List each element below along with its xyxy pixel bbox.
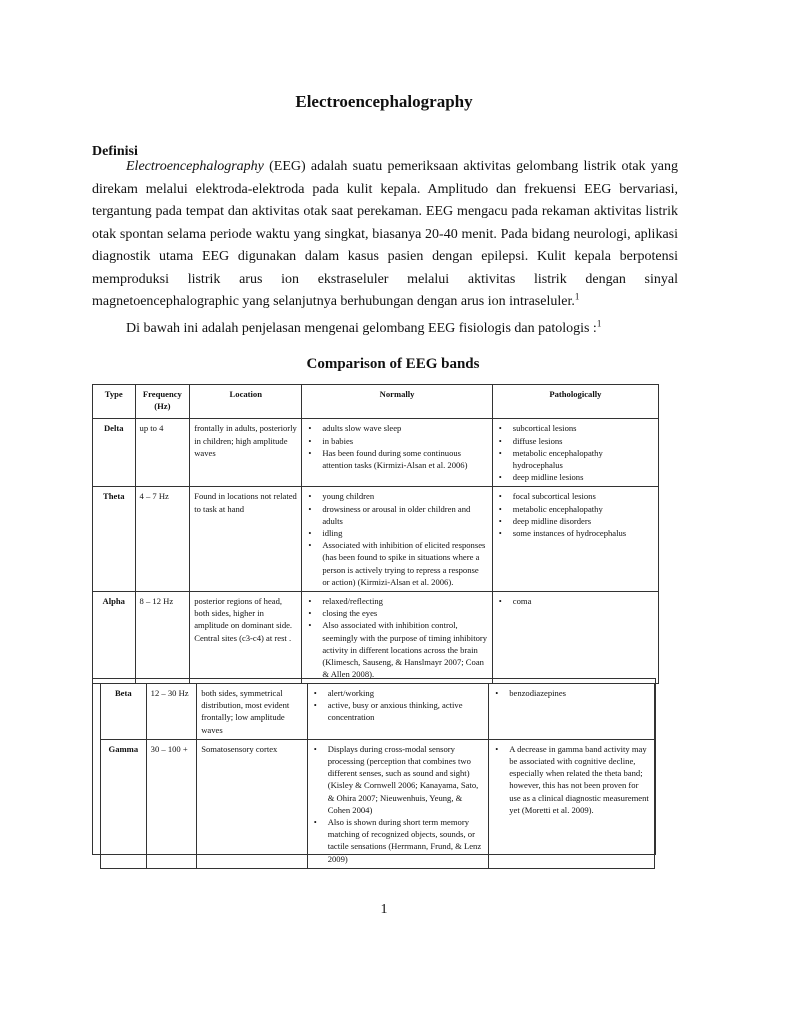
table-row <box>101 684 655 740</box>
frequency-cell: 30 – 100 + <box>146 739 197 868</box>
section-heading: Definisi <box>92 144 138 159</box>
pathologically-list <box>493 687 650 699</box>
table-title: Comparison of EEG bands <box>306 356 480 372</box>
pathologically-cell <box>492 419 658 487</box>
list-item: • in babies <box>306 435 487 447</box>
normally-cell <box>302 419 492 487</box>
list-item: • subcortical lesions <box>497 422 654 434</box>
eeg-bands-table-continued <box>100 683 655 869</box>
pathologically-list <box>497 422 654 483</box>
footnote-ref: 1 <box>596 318 602 329</box>
list-item: • alert/working <box>312 687 485 699</box>
paragraph-body: (EEG) adalah suatu pemeriksaan aktivitas gelombang listrik otak yang direkam melalui elektroda-elektroda pada kulit kepala. Amplitudo dan frekuensi EEG bervariasi, tergantung pada tempat dan aktivitas otak saat perekaman. EEG mengacu pada rekaman aktivitas listrik otak spontan selama periode waktu yang singkat, biasanya 20-40 menit. Pada bidang neurologi, aplikasi diagnostik utama EEG digunakan dalam kasus pasien dengan epilepsi. Kulit kepala berpotensi memproduksi listrik arus ion ekstraseluler melalui aktivitas listrik dengan sinyal magnetoencephalographic yang selanjutnya berhubungan dengan arus ion intraseluler. <box>92 159 678 309</box>
normally-cell <box>302 592 492 684</box>
document-title: Electroencephalography <box>295 92 473 111</box>
paragraph-definition <box>92 156 678 314</box>
band-type-cell: Gamma <box>101 739 147 868</box>
pathologically-cell <box>492 592 658 684</box>
list-item: • young children <box>306 490 487 502</box>
location-cell: frontally in adults, posteriorly in children; high amplitude waves <box>190 419 302 487</box>
band-type-cell: Beta <box>101 684 147 740</box>
list-item: • A decrease in gamma band activity may be associated with cognitive decline, especially when related the theta band; however, this has not been proven for use as a clinical diagnostic measurement yet (Moretti et al. 2009). <box>493 743 650 816</box>
header-frequency: Frequency (Hz) <box>135 385 190 419</box>
list-item: • Also is shown during short term memory matching of recognized objects, sounds, or tactile sensations (Herrmann, Frund, & Lenz 2009) <box>312 816 485 865</box>
table-row <box>93 419 659 487</box>
eeg-bands-table <box>92 384 659 684</box>
pathologically-cell <box>489 739 655 868</box>
normally-list <box>312 687 485 724</box>
table-row <box>101 739 655 868</box>
list-item: • deep midline lesions <box>497 471 654 483</box>
list-item: • Has been found during some continuous attention tasks (Kirmizi-Alsan et al. 2006) <box>306 447 487 471</box>
table-header-row <box>93 385 659 419</box>
normally-cell <box>302 487 492 592</box>
normally-list <box>306 422 487 471</box>
location-cell: posterior regions of head, both sides, higher in amplitude on dominant side. Central sites (c3-c4) at rest . <box>190 592 302 684</box>
list-item: • adults slow wave sleep <box>306 422 487 434</box>
pathologically-cell <box>492 487 658 592</box>
table-row <box>93 487 659 592</box>
location-cell: both sides, symmetrical distribution, most evident frontally; low amplitude waves <box>197 684 308 740</box>
header-location: Location <box>190 385 302 419</box>
list-item: • metabolic encephalopathy <box>497 503 654 515</box>
list-item: • Also associated with inhibition control, seemingly with the purpose of timing inhibitory activity in different locations across the brain (Klimesch, Sauseng, & Hanslmayr 2007; Coan & Allen 2008). <box>306 619 487 680</box>
frequency-cell: 12 – 30 Hz <box>146 684 197 740</box>
band-type-cell: Theta <box>93 487 136 592</box>
table-row <box>93 592 659 684</box>
normally-cell <box>307 739 489 868</box>
eeg-table-part2 <box>92 678 656 864</box>
paragraph-intro <box>92 318 678 341</box>
pathologically-cell <box>489 684 655 740</box>
list-item: • active, busy or anxious thinking, active concentration <box>312 699 485 723</box>
frequency-cell: up to 4 <box>135 419 190 487</box>
pathologically-list <box>493 743 650 816</box>
paragraph-term: Electroencephalography <box>126 159 264 174</box>
header-pathologically: Pathologically <box>492 385 658 419</box>
pathologically-list <box>497 490 654 539</box>
normally-list <box>312 743 485 865</box>
list-item: • diffuse lesions <box>497 435 654 447</box>
header-normally: Normally <box>302 385 492 419</box>
list-item: • benzodiazepines <box>493 687 650 699</box>
normally-list <box>306 595 487 680</box>
location-cell: Found in locations not related to task at hand <box>190 487 302 592</box>
list-item: • some instances of hydrocephalus <box>497 527 654 539</box>
eeg-table-part1 <box>92 384 659 680</box>
pathologically-list <box>497 595 654 607</box>
list-item: • closing the eyes <box>306 607 487 619</box>
list-item: • deep midline disorders <box>497 515 654 527</box>
list-item: • relaxed/reflecting <box>306 595 487 607</box>
location-cell: Somatosensory cortex <box>197 739 308 868</box>
normally-list <box>306 490 487 588</box>
page-number: 1 <box>380 902 388 917</box>
normally-cell <box>307 684 489 740</box>
list-item: • drowsiness or arousal in older children and adults <box>306 503 487 527</box>
list-item: • Associated with inhibition of elicited responses (has been found to spike in situations where a person is actively trying to repress a response or action) (Kirmizi-Alsan et al. 2006). <box>306 539 487 588</box>
band-type-cell: Alpha <box>93 592 136 684</box>
footnote-ref: 1 <box>574 291 580 302</box>
list-item: • coma <box>497 595 654 607</box>
frequency-cell: 4 – 7 Hz <box>135 487 190 592</box>
list-item: • metabolic encephalopathy hydrocephalus <box>497 447 654 471</box>
band-type-cell: Delta <box>93 419 136 487</box>
frequency-cell: 8 – 12 Hz <box>135 592 190 684</box>
list-item: • Displays during cross-modal sensory processing (perception that combines two different senses, such as sound and sight) (Kisley & Cornwell 2006; Kanayama, Sato, & Ohira 2007; Nieuwenhuis, Yeung, & Cohen 2004) <box>312 743 485 816</box>
header-type: Type <box>93 385 136 419</box>
list-item: • idling <box>306 527 487 539</box>
paragraph-body: Di bawah ini adalah penjelasan mengenai gelombang EEG fisiologis dan patologis : <box>126 321 597 336</box>
list-item: • focal subcortical lesions <box>497 490 654 502</box>
